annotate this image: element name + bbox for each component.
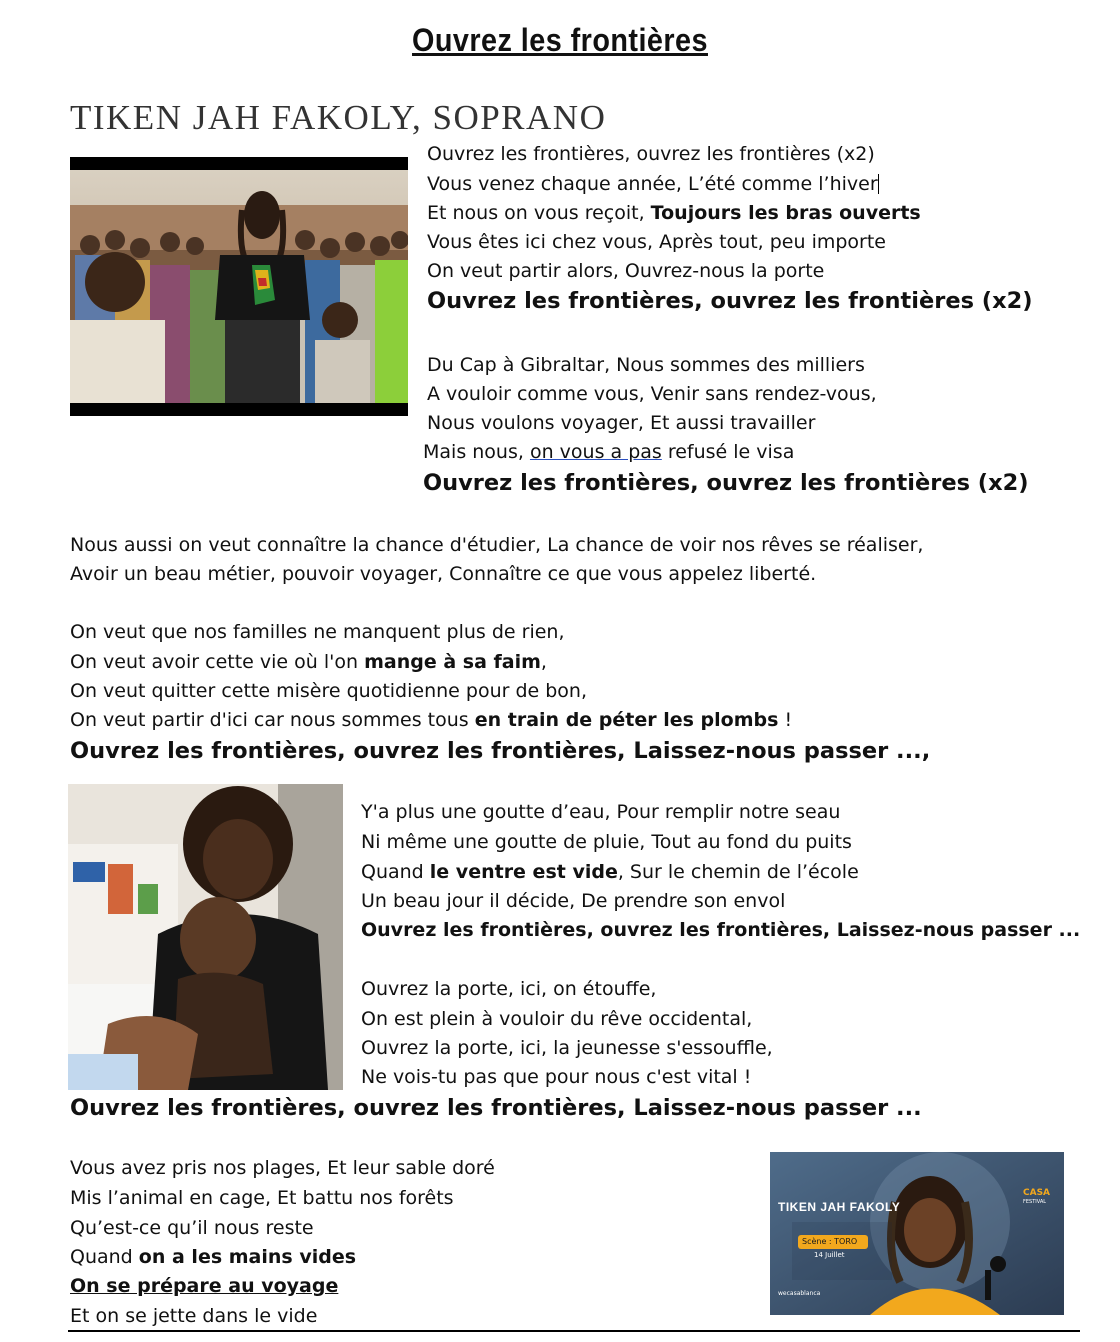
verse1-line4: Vous êtes ici chez vous, Après tout, peu importe <box>427 231 886 253</box>
verse5-line3-c: , Sur le chemin de l’école <box>617 861 859 883</box>
chorus-3: Ouvrez les frontières, ouvrez les frontières, Laissez-nous passer ..., <box>70 738 931 764</box>
verse4-line4-a: On veut partir d'ici car nous sommes tous <box>70 709 475 731</box>
poster-festival-logo-sub: FESTIVAL <box>1023 1199 1047 1205</box>
verse4-line2-c: , <box>540 651 547 673</box>
verse1-line2 <box>427 174 879 194</box>
verse4-line4-c: ! <box>778 709 793 731</box>
page-title: Ouvrez les frontières <box>412 22 708 58</box>
verse4-line4-bold: en train de péter les plombs <box>474 709 779 731</box>
verse1-line5: On veut partir alors, Ouvrez-nous la porte <box>427 260 825 282</box>
child-photo <box>68 784 343 1090</box>
verse7-line2: Mis l’animal en cage, Et battu nos forêts <box>70 1187 454 1209</box>
verse1-line1: Ouvrez les frontières, ouvrez les frontières (x2) <box>427 143 875 165</box>
chorus-2: Ouvrez les frontières, ouvrez les frontières (x2) <box>423 470 1029 496</box>
verse7-line4-a: Quand <box>70 1246 139 1268</box>
verse2-line4-a: Mais nous, <box>423 441 530 463</box>
child-photo-illustration <box>68 784 343 1090</box>
verse7-line1: Vous avez pris nos plages, Et leur sable doré <box>70 1157 495 1179</box>
photo-bottom-bar <box>70 403 408 416</box>
verse7-line6: Et on se jette dans le vide <box>70 1305 318 1327</box>
chorus-1: Ouvrez les frontières, ouvrez les frontières (x2) <box>427 288 1033 314</box>
verse5-line1: Y'a plus une goutte d’eau, Pour remplir notre seau <box>361 801 841 823</box>
chorus-4: Ouvrez les frontières, ouvrez les frontières, Laissez-nous passer ... <box>361 919 1081 941</box>
poster-date: 14 Juillet <box>814 1251 845 1259</box>
poster-artist-name: TIKEN JAH FAKOLY <box>778 1200 901 1214</box>
verse1-line2-text: Vous venez chaque année, L’été comme l’hiver <box>427 173 878 195</box>
verse4-line2-bold: mange à sa faim <box>364 651 541 673</box>
verse7-line4 <box>70 1248 356 1267</box>
verse2-line4-c: refusé le visa <box>661 441 795 463</box>
verse4-line3: On veut quitter cette misère quotidienne pour de bon, <box>70 680 588 702</box>
poster-festival-logo: CASA <box>1023 1188 1051 1198</box>
verse7-line4-bold: on a les mains vides <box>138 1246 357 1268</box>
verse4-line4 <box>70 711 792 730</box>
crowd-photo <box>70 170 408 403</box>
verse5-line3-bold: le ventre est vide <box>429 861 618 883</box>
photo-top-bar <box>70 157 408 170</box>
verse2-line4 <box>423 443 794 462</box>
verse2-line1: Du Cap à Gibraltar, Nous sommes des milliers <box>427 354 865 376</box>
festival-poster <box>770 1152 1064 1315</box>
verse4-line2-a: On veut avoir cette vie où l'on <box>70 651 365 673</box>
verse5-line2: Ni même une goutte de pluie, Tout au fond du puits <box>361 831 852 853</box>
page-bottom-rule <box>68 1330 1080 1332</box>
verse1-line3-bold: Toujours les bras ouverts <box>650 202 921 224</box>
poster-site: wecasablanca <box>778 1290 821 1297</box>
grammar-flag[interactable]: on vous a pas <box>529 441 662 463</box>
chorus-5: Ouvrez les frontières, ouvrez les frontières, Laissez-nous passer ... <box>70 1095 922 1121</box>
page-subtitle: TIKEN JAH FAKOLY, SOPRANO <box>70 98 607 137</box>
verse1-line3 <box>427 204 921 223</box>
verse7-line3: Qu’est-ce qu’il nous reste <box>70 1217 314 1239</box>
verse3-line1: Nous aussi on veut connaître la chance d'étudier, La chance de voir nos rêves se réaliser, <box>70 534 924 556</box>
verse6-line2: On est plein à vouloir du rêve occidental, <box>361 1008 753 1030</box>
verse4-line2 <box>70 653 547 672</box>
crowd-photo-illustration <box>70 170 408 403</box>
verse3-line2: Avoir un beau métier, pouvoir voyager, Connaître ce que vous appelez liberté. <box>70 563 817 585</box>
verse7-line5: On se prépare au voyage <box>70 1275 339 1297</box>
verse1-line3-a: Et nous on vous reçoit, <box>427 202 651 224</box>
poster-scene: Scène : TORO <box>802 1237 858 1246</box>
verse6-line3: Ouvrez la porte, ici, la jeunesse s'essouffle, <box>361 1037 773 1059</box>
verse5-line4: Un beau jour il décide, De prendre son envol <box>361 890 786 912</box>
verse4-line1: On veut que nos familles ne manquent plus de rien, <box>70 621 565 643</box>
verse2-line2: A vouloir comme vous, Venir sans rendez-vous, <box>427 383 877 405</box>
verse2-line3: Nous voulons voyager, Et aussi travailler <box>427 412 816 434</box>
verse6-line4: Ne vois-tu pas que pour nous c'est vital ! <box>361 1066 752 1088</box>
verse5-line3-a: Quand <box>361 861 430 883</box>
verse6-line1: Ouvrez la porte, ici, on étouffe, <box>361 978 657 1000</box>
text-cursor <box>878 174 879 194</box>
verse5-line3 <box>361 863 859 882</box>
